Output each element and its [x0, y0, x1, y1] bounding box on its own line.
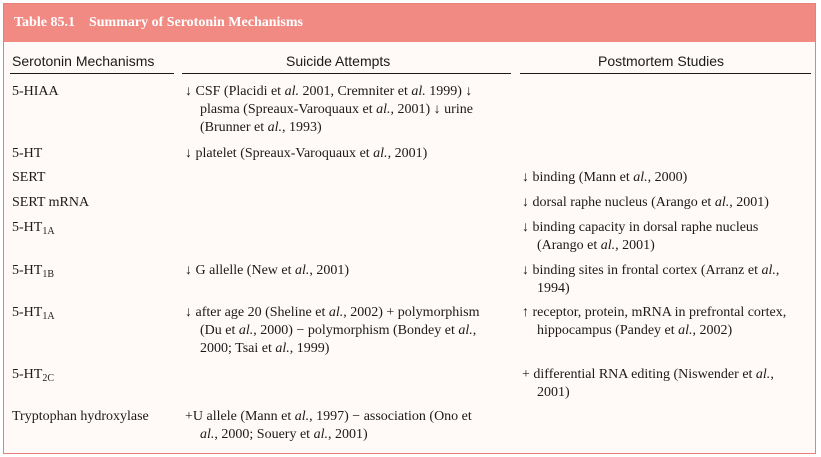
- header-mechanism: Serotonin Mechanisms: [12, 53, 155, 69]
- postmortem-line: ↓ binding sites in frontal cortex (Arranz et al.,: [522, 263, 780, 278]
- row-5ht1a-b-mechanism: $5-HT_{1A}$: [12, 305, 55, 322]
- suicide-line: al., 2000; Souery et al., 2001): [200, 427, 368, 442]
- row-5ht1a-b-postmortem: [522, 304, 814, 340]
- row-5ht2c-postmortem: [522, 366, 814, 402]
- row-5ht-mechanism: 5-HT: [12, 146, 43, 161]
- header-rule-postmortem: [520, 73, 811, 74]
- header-rule-suicide: [182, 73, 511, 74]
- row-5ht1a-postmortem: [522, 219, 814, 255]
- row-5ht2c-mechanism: $5-HT_{2C}$: [12, 367, 54, 384]
- header-postmortem-studies: Postmortem Studies: [598, 53, 725, 69]
- row-tryptophan-mechanism: Tryptophan hydroxylase: [12, 409, 149, 424]
- table-frame: [3, 3, 816, 454]
- suicide-line: (Du et al., 2000) − polymorphism (Bondey et al.,: [200, 323, 477, 338]
- postmortem-line: ↓ dorsal raphe nucleus (Arango et al., 2001): [522, 195, 769, 210]
- suicide-line: ↓ G allelle (New et al., 2001): [185, 263, 350, 278]
- row-sert-mrna-postmortem: [522, 194, 814, 212]
- row-5ht1a-b-suicide: [185, 304, 517, 358]
- suicide-line: ↓ after age 20 (Sheline et al., 2002) + polymorphism: [185, 305, 480, 320]
- row-5ht1a-mechanism: $5-HT_{1A}$: [12, 220, 55, 237]
- row-sert-mrna-mechanism: SERT mRNA: [12, 195, 90, 210]
- postmortem-line: (Arango et al., 2001): [537, 238, 655, 253]
- row-sert-postmortem: [522, 169, 814, 187]
- row-tryptophan-suicide: [185, 408, 517, 444]
- header-suicide-attempts: Suicide Attempts: [286, 53, 391, 69]
- suicide-line: plasma (Spreaux-Varoquaux et al., 2001) ↓ urine: [200, 102, 473, 117]
- postmortem-line: 1994): [537, 281, 570, 296]
- row-5hiaa-mechanism: 5-HIAA: [12, 84, 59, 99]
- suicide-line: +U allele (Mann et al., 1997) − association (Ono et: [185, 409, 472, 424]
- postmortem-line: 2001): [537, 385, 570, 400]
- row-5hiaa-suicide: [185, 83, 517, 137]
- row-5ht1b-suicide: [185, 262, 517, 280]
- row-5ht-suicide: [185, 145, 517, 163]
- postmortem-line: hippocampus (Pandey et al., 2002): [537, 323, 733, 338]
- suicide-line: 2000; Tsai et al., 1999): [200, 341, 330, 356]
- row-5ht1b-postmortem: [522, 262, 814, 298]
- table-caption: [14, 15, 303, 31]
- suicide-line: ↓ platelet (Spreaux-Varoquaux et al., 2001): [185, 146, 428, 161]
- table-number: Table 85.1: [14, 15, 75, 30]
- postmortem-line: ↓ binding capacity in dorsal raphe nucleus: [522, 220, 759, 235]
- table-title: Summary of Serotonin Mechanisms: [88, 15, 303, 30]
- row-5ht1b-mechanism: $5-HT_{1B}$: [12, 263, 54, 280]
- caption-bar: [4, 4, 815, 42]
- suicide-line: ↓ CSF (Placidi et al. 2001, Cremniter et al. 1999) ↓: [185, 84, 473, 99]
- postmortem-line: ↑ receptor, protein, mRNA in prefrontal cortex,: [522, 305, 787, 320]
- postmortem-line: ↓ binding (Mann et al., 2000): [522, 170, 688, 185]
- suicide-line: (Brunner et al., 1993): [200, 120, 322, 135]
- postmortem-line: + differential RNA editing (Niswender et al.,: [522, 367, 774, 382]
- row-sert-mechanism: SERT: [12, 170, 46, 185]
- header-rule-mechanism: [10, 73, 174, 74]
